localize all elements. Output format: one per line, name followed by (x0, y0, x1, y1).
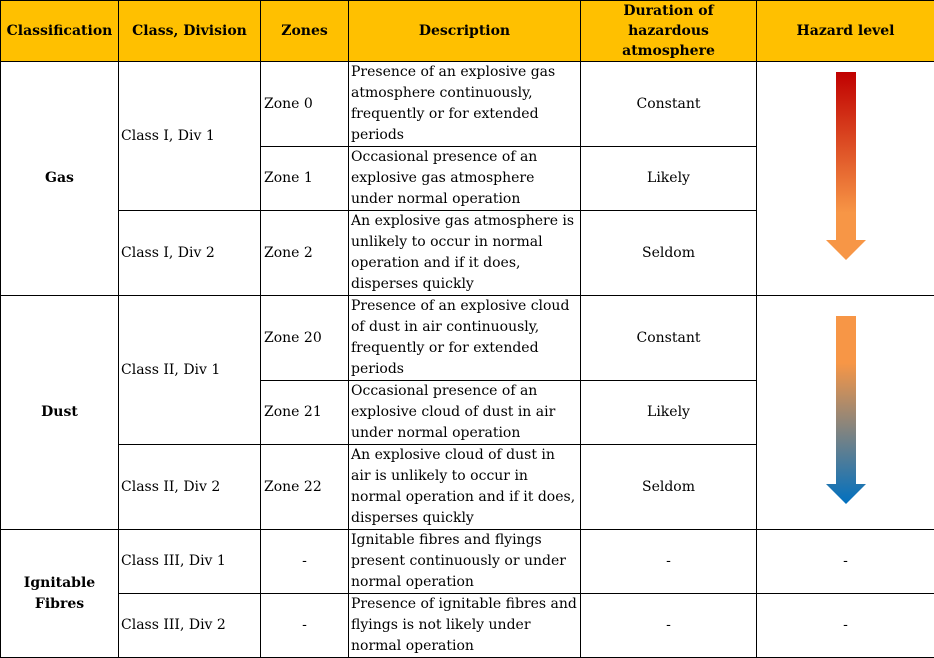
hazard-arrow-down-icon (824, 316, 868, 506)
zone-cell: Zone 0 (261, 62, 349, 147)
description-cell: An explosive gas atmosphere is unlikely to occur in normal operation and if it does, disperses quickly (349, 211, 581, 296)
zone-cell: Zone 20 (261, 296, 349, 381)
duration-cell: Likely (581, 381, 757, 445)
table-row (1, 296, 934, 381)
table-row (1, 530, 934, 594)
duration-cell: Seldom (581, 211, 757, 296)
hazard-level-cell: - (757, 594, 934, 658)
table-row (1, 594, 934, 658)
header-zones: Zones (261, 1, 349, 62)
description-cell: Presence of an explosive gas atmosphere continuously, frequently or for extended periods (349, 62, 581, 147)
header-hazard-level: Hazard level (757, 1, 934, 62)
header-description: Description (349, 1, 581, 62)
hazard-level-dust (757, 296, 934, 530)
division-cell: Class I, Div 2 (119, 211, 261, 296)
header-classification: Classification (1, 1, 119, 62)
classification-gas: Gas (1, 62, 119, 296)
description-cell: Occasional presence of an explosive gas atmosphere under normal operation (349, 147, 581, 211)
division-cell: Class I, Div 1 (119, 62, 261, 211)
duration-cell: Constant (581, 62, 757, 147)
zone-cell: Zone 21 (261, 381, 349, 445)
zone-cell: - (261, 594, 349, 658)
zone-cell: - (261, 530, 349, 594)
classification-fibres: Ignitable Fibres (1, 530, 119, 658)
duration-cell: - (581, 530, 757, 594)
header-class-division: Class, Division (119, 1, 261, 62)
division-cell: Class III, Div 1 (119, 530, 261, 594)
hazard-level-gas (757, 62, 934, 296)
division-cell: Class II, Div 2 (119, 445, 261, 530)
description-cell: An explosive cloud of dust in air is unlikely to occur in normal operation and if it does, disperses quickly (349, 445, 581, 530)
classification-dust: Dust (1, 296, 119, 530)
description-cell: Presence of ignitable fibres and flyings is not likely under normal operation (349, 594, 581, 658)
hazard-level-cell: - (757, 530, 934, 594)
duration-cell: Likely (581, 147, 757, 211)
header-duration: Duration of hazardous atmosphere (581, 1, 757, 62)
description-cell: Ignitable fibres and flyings present continuously or under normal operation (349, 530, 581, 594)
zone-cell: Zone 2 (261, 211, 349, 296)
description-cell: Occasional presence of an explosive cloud of dust in air under normal operation (349, 381, 581, 445)
division-cell: Class II, Div 1 (119, 296, 261, 445)
division-cell: Class III, Div 2 (119, 594, 261, 658)
duration-cell: Constant (581, 296, 757, 381)
zone-cell: Zone 22 (261, 445, 349, 530)
header-row (1, 1, 934, 62)
description-cell: Presence of an explosive cloud of dust in air continuously, frequently or for extended periods (349, 296, 581, 381)
zone-cell: Zone 1 (261, 147, 349, 211)
duration-cell: - (581, 594, 757, 658)
table-row (1, 62, 934, 147)
duration-cell: Seldom (581, 445, 757, 530)
hazard-arrow-down-icon (824, 72, 868, 262)
